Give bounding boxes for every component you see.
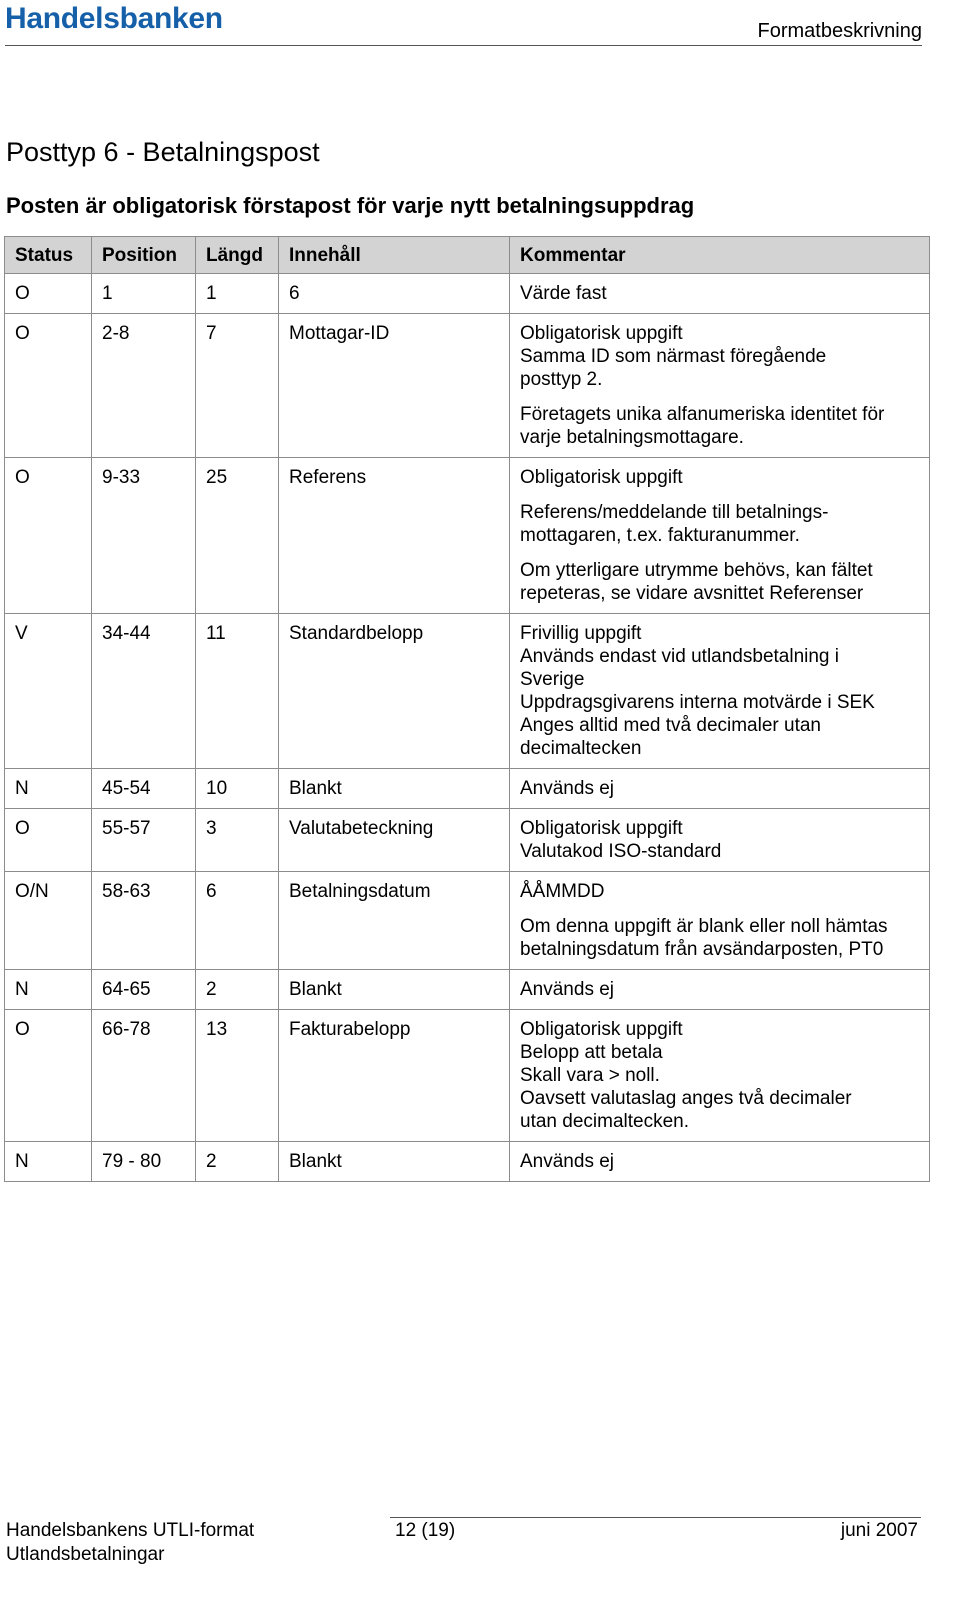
comment-line: Uppdragsgivarens interna motvärde i SEK	[520, 692, 875, 713]
cell-length: 6	[196, 872, 279, 970]
footer-divider	[390, 1517, 921, 1518]
comment-line: betalningsdatum från avsändarposten, PT0	[520, 939, 884, 960]
cell-status: O	[5, 274, 92, 314]
cell-status: O	[5, 1010, 92, 1142]
cell-position: 2-8	[92, 314, 196, 458]
column-header-length: Längd	[196, 237, 279, 274]
cell-status: N	[5, 769, 92, 809]
column-header-status: Status	[5, 237, 92, 274]
cell-content: 6	[279, 274, 510, 314]
comment-line: Samma ID som närmast föregående	[520, 346, 827, 367]
table-row	[5, 1010, 930, 1142]
table-row	[5, 274, 930, 314]
cell-position: 9-33	[92, 458, 196, 614]
comment-line: mottagaren, t.ex. fakturanummer.	[520, 525, 800, 546]
comment-line: Obligatorisk uppgift	[520, 818, 683, 839]
comment-line: Valutakod ISO-standard	[520, 841, 722, 862]
cell-position: 45-54	[92, 769, 196, 809]
table-row	[5, 769, 930, 809]
cell-length: 11	[196, 614, 279, 769]
cell-comment	[510, 614, 930, 769]
header-divider	[5, 45, 922, 46]
cell-comment	[510, 314, 930, 458]
table-body	[5, 274, 930, 1182]
cell-comment	[510, 872, 930, 970]
footer-document-name: Handelsbankens UTLI-format	[6, 1520, 255, 1541]
cell-comment	[510, 769, 930, 809]
comment-line: utan decimaltecken.	[520, 1111, 689, 1132]
cell-content: Fakturabelopp	[279, 1010, 510, 1142]
cell-length: 1	[196, 274, 279, 314]
cell-length: 2	[196, 1142, 279, 1182]
cell-length: 10	[196, 769, 279, 809]
comment-line: Används ej	[520, 778, 615, 799]
cell-length: 13	[196, 1010, 279, 1142]
cell-content: Valutabeteckning	[279, 809, 510, 872]
comment-line: Företagets unika alfanumeriska identitet för	[520, 404, 885, 425]
cell-status: O	[5, 809, 92, 872]
cell-status: O	[5, 314, 92, 458]
comment-line: Värde fast	[520, 283, 607, 304]
cell-status: N	[5, 1142, 92, 1182]
cell-comment	[510, 1142, 930, 1182]
comment-line: varje betalningsmottagare.	[520, 427, 744, 448]
cell-comment	[510, 970, 930, 1010]
comment-line: Obligatorisk uppgift	[520, 323, 683, 344]
comment-line: Sverige	[520, 669, 585, 690]
cell-position: 1	[92, 274, 196, 314]
footer-document-section: Utlandsbetalningar	[6, 1544, 165, 1565]
comment-line: Referens/meddelande till betalnings-	[520, 502, 829, 523]
section-subtitle: Posten är obligatorisk förstapost för varje nytt betalningsuppdrag	[6, 193, 695, 218]
cell-length: 25	[196, 458, 279, 614]
cell-position: 34-44	[92, 614, 196, 769]
comment-line: Används ej	[520, 1151, 615, 1172]
cell-length: 3	[196, 809, 279, 872]
table-row	[5, 1142, 930, 1182]
cell-content: Referens	[279, 458, 510, 614]
comment-line: Belopp att betala	[520, 1042, 663, 1063]
comment-line: decimaltecken	[520, 738, 642, 759]
column-header-position: Position	[92, 237, 196, 274]
cell-position: 55-57	[92, 809, 196, 872]
comment-line: Används ej	[520, 979, 615, 1000]
column-header-comment: Kommentar	[510, 237, 930, 274]
comment-line: Frivillig uppgift	[520, 623, 642, 644]
table-row	[5, 314, 930, 458]
cell-content: Blankt	[279, 769, 510, 809]
table-row	[5, 809, 930, 872]
record-spec-table	[4, 236, 930, 1182]
cell-content: Mottagar-ID	[279, 314, 510, 458]
comment-line: Anges alltid med två decimaler utan	[520, 715, 821, 736]
comment-line: Om denna uppgift är blank eller noll hämtas	[520, 916, 888, 937]
cell-content: Blankt	[279, 970, 510, 1010]
comment-line: Skall vara > noll.	[520, 1065, 660, 1086]
cell-content: Blankt	[279, 1142, 510, 1182]
document-type-label: Formatbeskrivning	[757, 20, 922, 42]
table-row	[5, 614, 930, 769]
cell-status: O/N	[5, 872, 92, 970]
section-title: Posttyp 6 - Betalningspost	[6, 137, 320, 167]
cell-length: 7	[196, 314, 279, 458]
table-row	[5, 458, 930, 614]
handelsbanken-logo: Handelsbanken	[5, 2, 223, 35]
footer-page-number: 12 (19)	[395, 1520, 456, 1541]
comment-line: Används endast vid utlandsbetalning i	[520, 646, 840, 667]
comment-line: posttyp 2.	[520, 369, 603, 390]
cell-comment	[510, 1010, 930, 1142]
cell-status: V	[5, 614, 92, 769]
comment-line: ÅÅMMDD	[520, 881, 605, 902]
table-header-row	[5, 237, 930, 274]
table-row	[5, 970, 930, 1010]
cell-position: 79 - 80	[92, 1142, 196, 1182]
table-row	[5, 872, 930, 970]
column-header-content: Innehåll	[279, 237, 510, 274]
cell-comment	[510, 458, 930, 614]
cell-length: 2	[196, 970, 279, 1010]
cell-status: O	[5, 458, 92, 614]
cell-content: Betalningsdatum	[279, 872, 510, 970]
footer-date: juni 2007	[840, 1520, 918, 1541]
comment-line: repeteras, se vidare avsnittet Referenser	[520, 583, 864, 604]
cell-position: 66-78	[92, 1010, 196, 1142]
cell-status: N	[5, 970, 92, 1010]
comment-line: Oavsett valutaslag anges två decimaler	[520, 1088, 852, 1109]
comment-line: Om ytterligare utrymme behövs, kan fältet	[520, 560, 873, 581]
cell-comment	[510, 809, 930, 872]
cell-content: Standardbelopp	[279, 614, 510, 769]
cell-comment	[510, 274, 930, 314]
comment-line: Obligatorisk uppgift	[520, 467, 683, 488]
cell-position: 64-65	[92, 970, 196, 1010]
cell-position: 58-63	[92, 872, 196, 970]
comment-line: Obligatorisk uppgift	[520, 1019, 683, 1040]
